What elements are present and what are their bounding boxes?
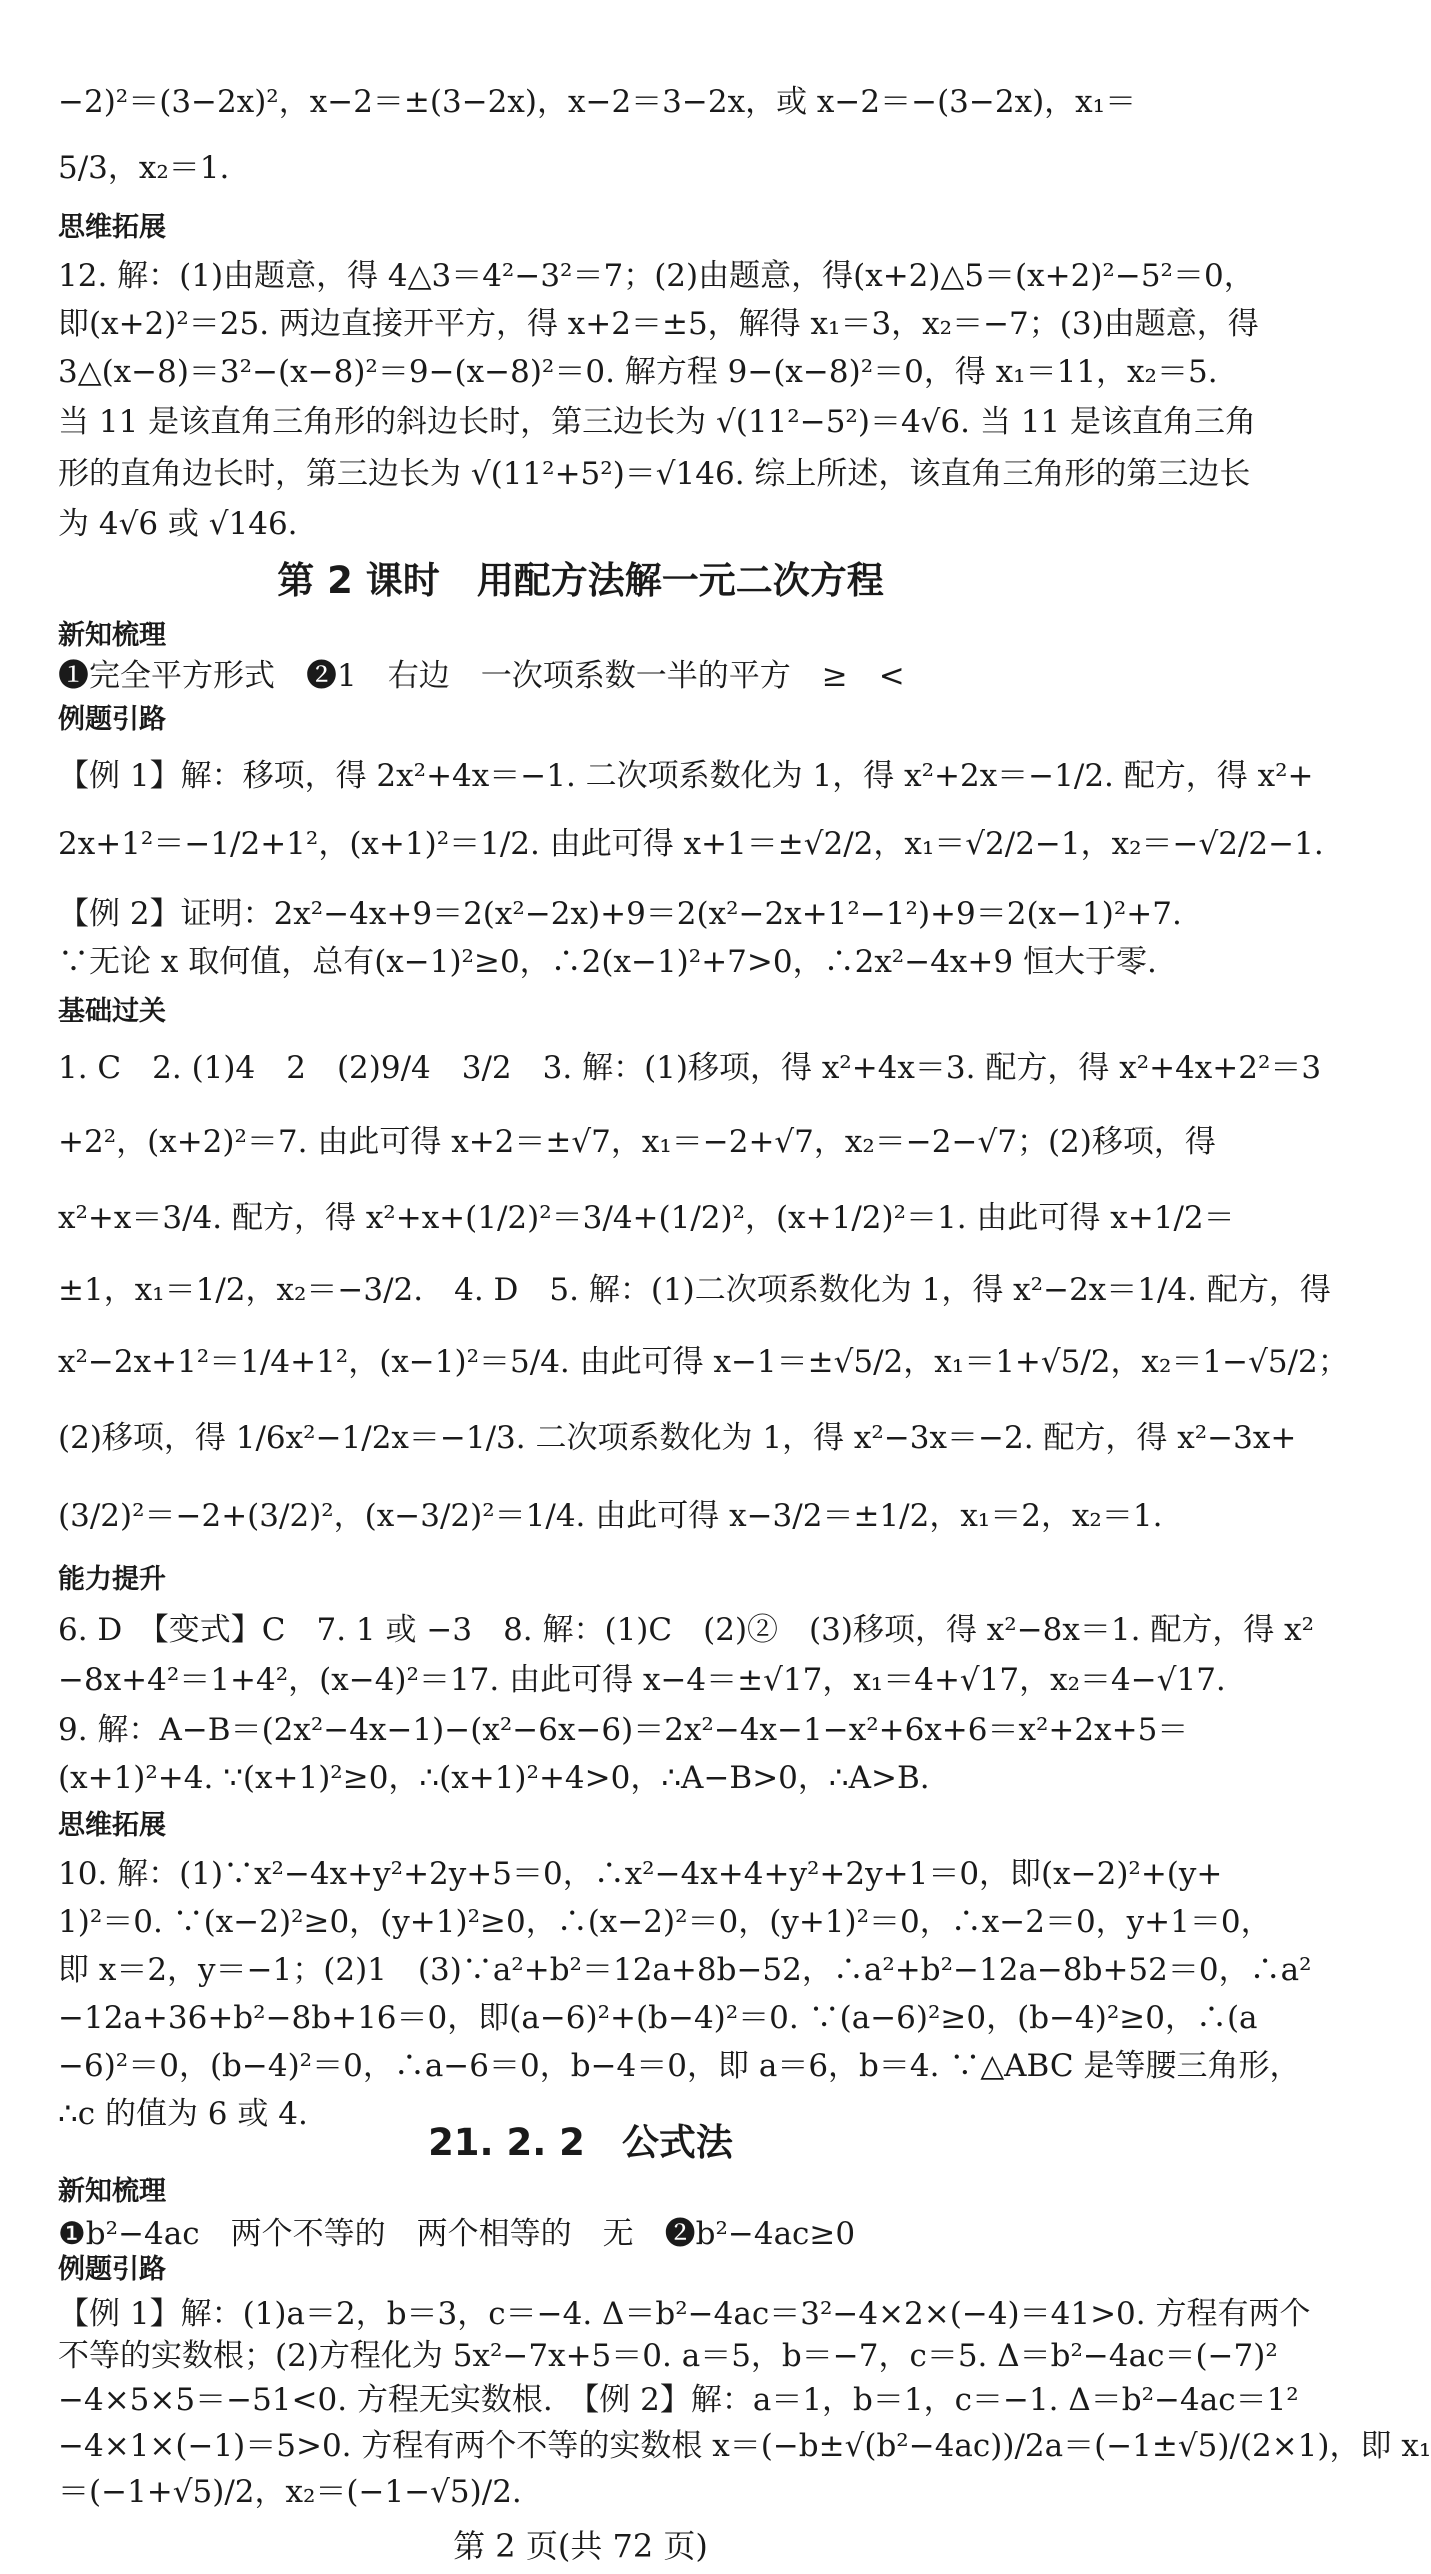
text-line: 当 11 是该直角三角形的斜边长时，第三边长为 √(11²−5²)＝4√6. 当 11 是该直角三角 bbox=[58, 404, 1257, 440]
heading-liti: 例题引路 bbox=[58, 704, 166, 735]
text-line: 不等的实数根；(2)方程化为 5x²−7x+5＝0. a＝5，b＝−7，c＝5. Δ＝b²−4ac＝(−7)² bbox=[58, 2338, 1278, 2374]
section-title: 21. 2. 2 公式法 bbox=[428, 2121, 733, 2164]
text-line: 【例 1】解：(1)a＝2，b＝3，c＝−4. Δ＝b²−4ac＝3²−4×2×(−4)＝41>0. 方程有两个 bbox=[58, 2296, 1311, 2332]
text-line: x²+x＝3/4. 配方，得 x²+x+(1/2)²＝3/4+(1/2)²，(x+1/2)²＝1. 由此可得 x+1/2＝ bbox=[58, 1200, 1235, 1236]
text-line: 【例 1】解：移项，得 2x²+4x＝−1. 二次项系数化为 1，得 x²+2x＝−1/2. 配方，得 x²+ bbox=[58, 758, 1314, 794]
text-line: 形的直角边长时，第三边长为 √(11²+5²)＝√146. 综上所述，该直角三角形的第三边长 bbox=[58, 456, 1251, 492]
text-line: (3/2)²＝−2+(3/2)²，(x−3/2)²＝1/4. 由此可得 x−3/2＝±1/2，x₁＝2，x₂＝1. bbox=[58, 1498, 1163, 1534]
heading-liti: 例题引路 bbox=[58, 2254, 166, 2285]
text-line: −4×5×5＝−51<0. 方程无实数根. 【例 2】解：a＝1，b＝1，c＝−1. Δ＝b²−4ac＝1² bbox=[58, 2382, 1299, 2418]
text-line: 为 4√6 或 √146. bbox=[58, 506, 298, 542]
text-line: ❶完全平方形式 ❷1 右边 一次项系数一半的平方 ≥ < bbox=[58, 658, 905, 694]
text-line: ＝(−1+√5)/2，x₂＝(−1−√5)/2. bbox=[58, 2474, 522, 2510]
text-line: 1. C 2. (1)4 2 (2)9/4 3/2 3. 解：(1)移项，得 x²+4x＝3. 配方，得 x²+4x+2²＝3 bbox=[58, 1050, 1322, 1086]
text-line: 1)²＝0. ∵(x−2)²≥0，(y+1)²≥0，∴(x−2)²＝0，(y+1)²＝0，∴x−2＝0，y+1＝0， bbox=[58, 1904, 1272, 1940]
heading-nengli: 能力提升 bbox=[58, 1564, 166, 1595]
text-line: 6. D 【变式】C 7. 1 或 −3 8. 解：(1)C (2)② (3)移项，得 x²−8x＝1. 配方，得 x² bbox=[58, 1612, 1315, 1648]
heading-siwei: 思维拓展 bbox=[58, 1810, 166, 1841]
text-line: 即(x+2)²＝25. 两边直接开平方，得 x+2＝±5，解得 x₁＝3，x₂＝−7；(3)由题意，得 bbox=[58, 306, 1259, 342]
text-line: 2x+1²＝−1/2+1²，(x+1)²＝1/2. 由此可得 x+1＝±√2/2，x₁＝√2/2−1，x₂＝−√2/2−1. bbox=[58, 826, 1324, 862]
page-footer: 第 2 页(共 72 页) bbox=[453, 2527, 708, 2565]
heading-siwei: 思维拓展 bbox=[58, 212, 166, 243]
text-line: −12a+36+b²−8b+16＝0，即(a−6)²+(b−4)²＝0. ∵(a−6)²≥0，(b−4)²≥0，∴(a bbox=[58, 2000, 1258, 2036]
text-line: −6)²＝0，(b−4)²＝0，∴a−6＝0，b−4＝0，即 a＝6，b＝4. ∵△ABC 是等腰三角形， bbox=[58, 2048, 1301, 2084]
text-line: 即 x＝2，y＝−1；(2)1 (3)∵a²+b²＝12a+8b−52，∴a²+b²−12a−8b+52＝0，∴a² bbox=[58, 1952, 1312, 1988]
text-line: 5/3，x₂＝1. bbox=[58, 150, 230, 186]
heading-xinzhi: 新知梳理 bbox=[58, 2176, 166, 2207]
lesson-title: 第 2 课时 用配方法解一元二次方程 bbox=[277, 559, 884, 602]
text-line: 【例 2】证明：2x²−4x+9＝2(x²−2x)+9＝2(x²−2x+1²−1²)+9＝2(x−1)²+7. bbox=[58, 896, 1182, 932]
text-line: ❶b²−4ac 两个不等的 两个相等的 无 ❷b²−4ac≥0 bbox=[58, 2216, 856, 2252]
text-line: 9. 解：A−B＝(2x²−4x−1)−(x²−6x−6)＝2x²−4x−1−x²+6x+6＝x²+2x+5＝ bbox=[58, 1712, 1189, 1748]
text-line: ±1，x₁＝1/2，x₂＝−3/2. 4. D 5. 解：(1)二次项系数化为 1，得 x²−2x＝1/4. 配方，得 bbox=[58, 1272, 1331, 1308]
text-line: ∵无论 x 取何值，总有(x−1)²≥0，∴2(x−1)²+7>0，∴2x²−4x+9 恒大于零. bbox=[58, 944, 1157, 980]
heading-jichu: 基础过关 bbox=[58, 996, 166, 1027]
text-line: (2)移项，得 1/6x²−1/2x＝−1/3. 二次项系数化为 1，得 x²−3x＝−2. 配方，得 x²−3x+ bbox=[58, 1420, 1297, 1456]
text-line: −4×1×(−1)＝5>0. 方程有两个不等的实数根 x＝(−b±√(b²−4ac))/2a＝(−1±√5)/(2×1)，即 x₁ bbox=[58, 2428, 1431, 2464]
heading-xinzhi: 新知梳理 bbox=[58, 620, 166, 651]
text-line: 3△(x−8)＝3²−(x−8)²＝9−(x−8)²＝0. 解方程 9−(x−8)²＝0，得 x₁＝11，x₂＝5. bbox=[58, 354, 1218, 390]
text-line: x²−2x+1²＝1/4+1²，(x−1)²＝5/4. 由此可得 x−1＝±√5/2，x₁＝1+√5/2，x₂＝1−√5/2； bbox=[58, 1344, 1349, 1380]
text-line: 10. 解：(1)∵x²−4x+y²+2y+5＝0，∴x²−4x+4+y²+2y+1＝0，即(x−2)²+(y+ bbox=[58, 1856, 1223, 1892]
text-line: +2²，(x+2)²＝7. 由此可得 x+2＝±√7，x₁＝−2+√7，x₂＝−2−√7；(2)移项，得 bbox=[58, 1124, 1216, 1160]
text-line: ∴c 的值为 6 或 4. bbox=[58, 2096, 308, 2132]
text-line: −2)²＝(3−2x)²，x−2＝±(3−2x)，x−2＝3−2x，或 x−2＝−(3−2x)，x₁＝ bbox=[58, 84, 1137, 120]
text-line: 12. 解：(1)由题意，得 4△3＝4²−3²＝7；(2)由题意，得(x+2)△5＝(x+2)²−5²＝0， bbox=[58, 258, 1255, 294]
text-line: (x+1)²+4. ∵(x+1)²≥0，∴(x+1)²+4>0，∴A−B>0，∴A>B. bbox=[58, 1760, 930, 1796]
text-line: −8x+4²＝1+4²，(x−4)²＝17. 由此可得 x−4＝±√17，x₁＝4+√17，x₂＝4−√17. bbox=[58, 1662, 1226, 1698]
